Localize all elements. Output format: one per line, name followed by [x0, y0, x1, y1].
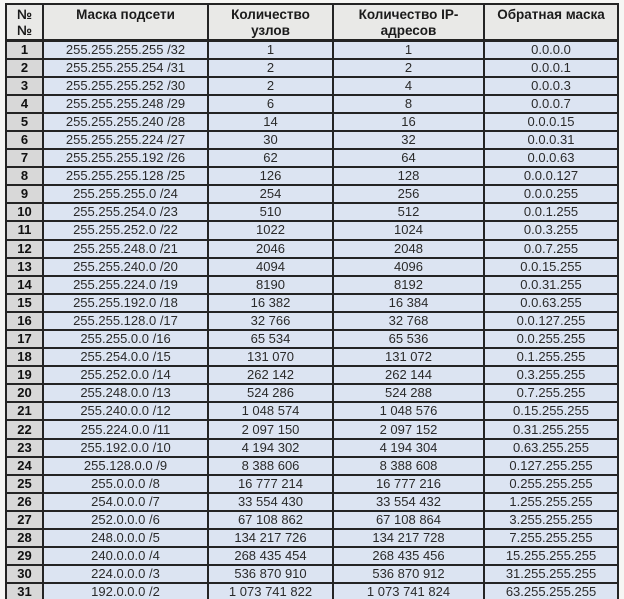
data-cell-hosts: 2	[208, 59, 333, 77]
data-cell-hosts: 8 388 606	[208, 457, 333, 475]
data-cell-ips: 1 073 741 824	[333, 583, 484, 599]
row-number-cell: 28	[6, 529, 43, 547]
data-cell-ips: 2 097 152	[333, 420, 484, 438]
column-header-wildcard: Обратная маска	[484, 4, 618, 41]
row-number-cell: 22	[6, 420, 43, 438]
row-number-cell: 2	[6, 59, 43, 77]
data-cell-wildcard: 0.7.255.255	[484, 384, 618, 402]
table-row	[6, 547, 618, 565]
table-row	[6, 41, 618, 59]
data-cell-mask: 255.240.0.0 /12	[43, 402, 208, 420]
data-cell-ips: 1	[333, 41, 484, 59]
data-cell-hosts: 6	[208, 95, 333, 113]
data-cell-ips: 262 144	[333, 366, 484, 384]
data-cell-ips: 32 768	[333, 312, 484, 330]
data-cell-mask: 255.255.255.224 /27	[43, 131, 208, 149]
data-cell-ips: 32	[333, 131, 484, 149]
table-row	[6, 366, 618, 384]
table-row	[6, 149, 618, 167]
row-number-cell: 16	[6, 312, 43, 330]
table-row	[6, 113, 618, 131]
data-cell-ips: 67 108 864	[333, 511, 484, 529]
row-number-cell: 14	[6, 276, 43, 294]
data-cell-mask: 255.252.0.0 /14	[43, 366, 208, 384]
data-cell-wildcard: 63.255.255.255	[484, 583, 618, 599]
data-cell-wildcard: 0.0.31.255	[484, 276, 618, 294]
data-cell-ips: 128	[333, 167, 484, 185]
data-cell-wildcard: 0.0.0.3	[484, 77, 618, 95]
data-cell-mask: 255.254.0.0 /15	[43, 348, 208, 366]
data-cell-ips: 268 435 456	[333, 547, 484, 565]
data-cell-mask: 224.0.0.0 /3	[43, 565, 208, 583]
data-cell-wildcard: 0.1.255.255	[484, 348, 618, 366]
data-cell-hosts: 16 777 214	[208, 475, 333, 493]
row-number-cell: 30	[6, 565, 43, 583]
data-cell-wildcard: 0.0.0.31	[484, 131, 618, 149]
row-number-cell: 31	[6, 583, 43, 599]
column-header-num: №№	[6, 4, 43, 41]
table-row	[6, 258, 618, 276]
data-cell-hosts: 65 534	[208, 330, 333, 348]
data-cell-wildcard: 0.0.0.127	[484, 167, 618, 185]
data-cell-mask: 255.255.240.0 /20	[43, 258, 208, 276]
data-cell-ips: 512	[333, 203, 484, 221]
data-cell-ips: 536 870 912	[333, 565, 484, 583]
table-row	[6, 475, 618, 493]
data-cell-mask: 255.255.192.0 /18	[43, 294, 208, 312]
row-number-cell: 1	[6, 41, 43, 59]
data-cell-wildcard: 0.0.7.255	[484, 240, 618, 258]
data-cell-mask: 255.192.0.0 /10	[43, 439, 208, 457]
row-number-cell: 29	[6, 547, 43, 565]
table-row	[6, 203, 618, 221]
data-cell-ips: 256	[333, 185, 484, 203]
data-cell-hosts: 262 142	[208, 366, 333, 384]
data-cell-hosts: 4 194 302	[208, 439, 333, 457]
table-row	[6, 348, 618, 366]
table-row	[6, 167, 618, 185]
data-cell-mask: 255.255.255.240 /28	[43, 113, 208, 131]
data-cell-wildcard: 7.255.255.255	[484, 529, 618, 547]
row-number-cell: 24	[6, 457, 43, 475]
data-cell-hosts: 1 073 741 822	[208, 583, 333, 599]
data-cell-ips: 131 072	[333, 348, 484, 366]
table-row	[6, 384, 618, 402]
table-row	[6, 402, 618, 420]
data-cell-mask: 255.255.255.192 /26	[43, 149, 208, 167]
data-cell-mask: 255.255.252.0 /22	[43, 221, 208, 239]
data-cell-wildcard: 0.0.255.255	[484, 330, 618, 348]
row-number-cell: 18	[6, 348, 43, 366]
row-number-cell: 12	[6, 240, 43, 258]
subnet-mask-table	[5, 3, 619, 599]
data-cell-hosts: 16 382	[208, 294, 333, 312]
data-cell-mask: 255.128.0.0 /9	[43, 457, 208, 475]
row-number-cell: 9	[6, 185, 43, 203]
row-number-cell: 26	[6, 493, 43, 511]
data-cell-ips: 16 384	[333, 294, 484, 312]
data-cell-hosts: 32 766	[208, 312, 333, 330]
table-row	[6, 420, 618, 438]
data-cell-wildcard: 0.0.15.255	[484, 258, 618, 276]
data-cell-mask: 255.255.255.0 /24	[43, 185, 208, 203]
data-cell-ips: 16 777 216	[333, 475, 484, 493]
data-cell-wildcard: 0.0.0.63	[484, 149, 618, 167]
data-cell-wildcard: 0.3.255.255	[484, 366, 618, 384]
table-row	[6, 457, 618, 475]
data-cell-hosts: 2	[208, 77, 333, 95]
data-cell-wildcard: 3.255.255.255	[484, 511, 618, 529]
row-number-cell: 13	[6, 258, 43, 276]
data-cell-ips: 8 388 608	[333, 457, 484, 475]
table-row	[6, 330, 618, 348]
table-row	[6, 493, 618, 511]
data-cell-wildcard: 0.0.0.0	[484, 41, 618, 59]
row-number-cell: 7	[6, 149, 43, 167]
data-cell-hosts: 1 048 574	[208, 402, 333, 420]
table-row	[6, 131, 618, 149]
data-cell-hosts: 14	[208, 113, 333, 131]
data-cell-wildcard: 0.0.127.255	[484, 312, 618, 330]
data-cell-wildcard: 0.0.1.255	[484, 203, 618, 221]
data-cell-mask: 255.255.224.0 /19	[43, 276, 208, 294]
table-row	[6, 511, 618, 529]
data-cell-mask: 255.255.255.128 /25	[43, 167, 208, 185]
row-number-cell: 15	[6, 294, 43, 312]
row-number-cell: 21	[6, 402, 43, 420]
data-cell-hosts: 1	[208, 41, 333, 59]
data-cell-hosts: 2046	[208, 240, 333, 258]
data-cell-hosts: 30	[208, 131, 333, 149]
data-cell-wildcard: 0.0.0.255	[484, 185, 618, 203]
table-row	[6, 565, 618, 583]
data-cell-mask: 192.0.0.0 /2	[43, 583, 208, 599]
data-cell-mask: 255.255.255.255 /32	[43, 41, 208, 59]
data-cell-ips: 4	[333, 77, 484, 95]
data-cell-ips: 2	[333, 59, 484, 77]
row-number-cell: 25	[6, 475, 43, 493]
row-number-cell: 4	[6, 95, 43, 113]
row-number-cell: 19	[6, 366, 43, 384]
row-number-cell: 11	[6, 221, 43, 239]
data-cell-mask: 252.0.0.0 /6	[43, 511, 208, 529]
data-cell-mask: 255.255.255.248 /29	[43, 95, 208, 113]
row-number-cell: 8	[6, 167, 43, 185]
data-cell-wildcard: 0.0.0.15	[484, 113, 618, 131]
table-row	[6, 312, 618, 330]
data-cell-wildcard: 0.63.255.255	[484, 439, 618, 457]
data-cell-mask: 240.0.0.0 /4	[43, 547, 208, 565]
data-cell-ips: 4096	[333, 258, 484, 276]
data-cell-wildcard: 0.0.0.7	[484, 95, 618, 113]
data-cell-ips: 524 288	[333, 384, 484, 402]
table-row	[6, 276, 618, 294]
data-cell-ips: 8192	[333, 276, 484, 294]
table-row	[6, 59, 618, 77]
table-row	[6, 240, 618, 258]
data-cell-mask: 255.0.0.0 /8	[43, 475, 208, 493]
column-header-ips: Количество IP-адресов	[333, 4, 484, 41]
table-row	[6, 185, 618, 203]
data-cell-hosts: 524 286	[208, 384, 333, 402]
table-row	[6, 77, 618, 95]
data-cell-hosts: 2 097 150	[208, 420, 333, 438]
data-cell-hosts: 126	[208, 167, 333, 185]
data-cell-ips: 1024	[333, 221, 484, 239]
column-header-hosts: Количество узлов	[208, 4, 333, 41]
row-number-cell: 23	[6, 439, 43, 457]
data-cell-mask: 255.255.0.0 /16	[43, 330, 208, 348]
data-cell-ips: 16	[333, 113, 484, 131]
data-cell-wildcard: 0.0.0.1	[484, 59, 618, 77]
data-cell-hosts: 4094	[208, 258, 333, 276]
table-row	[6, 294, 618, 312]
data-cell-mask: 248.0.0.0 /5	[43, 529, 208, 547]
data-cell-hosts: 62	[208, 149, 333, 167]
data-cell-hosts: 536 870 910	[208, 565, 333, 583]
data-cell-ips: 64	[333, 149, 484, 167]
row-number-cell: 17	[6, 330, 43, 348]
row-number-cell: 3	[6, 77, 43, 95]
row-number-cell: 5	[6, 113, 43, 131]
data-cell-hosts: 8190	[208, 276, 333, 294]
data-cell-wildcard: 15.255.255.255	[484, 547, 618, 565]
data-cell-hosts: 67 108 862	[208, 511, 333, 529]
row-number-cell: 10	[6, 203, 43, 221]
data-cell-wildcard: 0.127.255.255	[484, 457, 618, 475]
column-header-mask: Маска подсети	[43, 4, 208, 41]
data-cell-wildcard: 0.0.3.255	[484, 221, 618, 239]
data-cell-wildcard: 0.0.63.255	[484, 294, 618, 312]
data-cell-ips: 65 536	[333, 330, 484, 348]
row-number-cell: 6	[6, 131, 43, 149]
data-cell-mask: 254.0.0.0 /7	[43, 493, 208, 511]
table-row	[6, 221, 618, 239]
table-row	[6, 583, 618, 599]
header-row	[6, 4, 618, 41]
data-cell-wildcard: 0.255.255.255	[484, 475, 618, 493]
data-cell-wildcard: 31.255.255.255	[484, 565, 618, 583]
data-cell-ips: 4 194 304	[333, 439, 484, 457]
data-cell-ips: 1 048 576	[333, 402, 484, 420]
data-cell-mask: 255.224.0.0 /11	[43, 420, 208, 438]
data-cell-ips: 2048	[333, 240, 484, 258]
data-cell-wildcard: 1.255.255.255	[484, 493, 618, 511]
data-cell-hosts: 134 217 726	[208, 529, 333, 547]
data-cell-ips: 134 217 728	[333, 529, 484, 547]
table-body	[6, 41, 618, 599]
data-cell-mask: 255.255.248.0 /21	[43, 240, 208, 258]
data-cell-hosts: 131 070	[208, 348, 333, 366]
table-row	[6, 439, 618, 457]
data-cell-hosts: 510	[208, 203, 333, 221]
row-number-cell: 27	[6, 511, 43, 529]
data-cell-ips: 8	[333, 95, 484, 113]
data-cell-mask: 255.255.254.0 /23	[43, 203, 208, 221]
table-row	[6, 529, 618, 547]
data-cell-hosts: 268 435 454	[208, 547, 333, 565]
data-cell-hosts: 33 554 430	[208, 493, 333, 511]
data-cell-mask: 255.255.255.254 /31	[43, 59, 208, 77]
row-number-cell: 20	[6, 384, 43, 402]
data-cell-hosts: 254	[208, 185, 333, 203]
data-cell-wildcard: 0.15.255.255	[484, 402, 618, 420]
data-cell-mask: 255.248.0.0 /13	[43, 384, 208, 402]
data-cell-ips: 33 554 432	[333, 493, 484, 511]
data-cell-mask: 255.255.128.0 /17	[43, 312, 208, 330]
data-cell-hosts: 1022	[208, 221, 333, 239]
table-row	[6, 95, 618, 113]
data-cell-mask: 255.255.255.252 /30	[43, 77, 208, 95]
data-cell-wildcard: 0.31.255.255	[484, 420, 618, 438]
